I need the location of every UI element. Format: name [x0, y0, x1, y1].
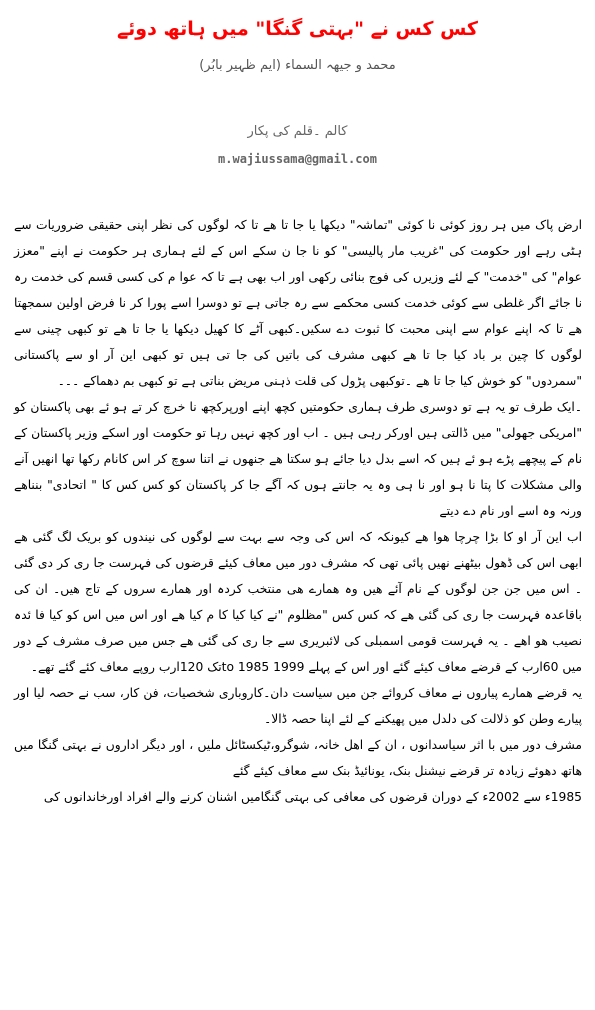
paragraph: اب این آر او کا بڑا چرچا ھوا ھے کیونکہ کہ اس کی وجہ سے بہت سے لوگوں کی نیندوں کو بریک لگ گئی ھے ابھی اس کی ڈھول بیٹھنے نھیں پائی تھی کہ مشرف دور میں معاف کیئے قرضوں کی فہرست جا ری کر دی گئی ۔ اس میں جن جن لوگوں کے نام آئے ھیں وہ ھمارے ھی منتخب کردہ اور ھمارے سروں کے تاج ھیں۔ ان کی باقاعدہ فہرست جا ری کی گئی ھے کہ کس کس "مظلوم "نے کیا کیا کا م کیا ھے اور اس میں اس کو کیا فا ئدہ نصیب ھو اھے ۔ یہ فہرست قومی اسمبلی کی لائبریری سے جا ری کی گئی ھے جس میں صرف مشرف کے دور میں 60ارب کے قرضے معاف کیئے گئے اور اس کے پہلے 1999 to 1985تک 120ارب روپے معاف کئے گئے تھے۔	[14, 530, 582, 674]
paragraph: مشرف دور میں با اثر سیاسدانوں ، ان کے اھل خانہ، شوگرو،ٹیکسٹائل ملیں ، اور دیگر اداروں نے بہتی گنگا میں ھاتھ دھوئے زیادہ تر قرضے نیشنل بنک، یونائیڈ بنک سے معاف کیئے گئے	[14, 738, 582, 778]
author-byline: محمد و جیھہ السماء (ایم ظہیر بابُر)	[199, 58, 396, 73]
article-body	[14, 212, 582, 810]
author-email: m.wajiussama@gmail.com	[218, 152, 377, 166]
paragraph: 1985ء سے 2002ء کے دوران قرضوں کی معافی کی بہتی گنگامیں اشنان کرنے والے افراد اورخاندانوں کی	[43, 790, 582, 804]
article-title: کس کس نے "بہتی گنگا" میں ہاتھ دوئے	[117, 18, 478, 40]
paragraph: ۔ایک طرف تو یہ ہے تو دوسری طرف ہماری حکومتیں کچھ اپنے اورپرکچھ نا خرچ کر تے ہو ئے بھی پاکستان کو "امریکی جھولی" میں ڈالتی ہیں اورکر رہی ہیں ۔ اب اور کچھ نہیں رہا تو حکومت اور اسکے وزیر پاکستان کے نام کے پیچھے پڑے ہو ئے ہیں کہ اسے بدل دیا جائے ہو سکتا ھے جنھوں نے اتنا سوچ کر اس کانام رکھا تھا انھیں آنے والی مشکلات کا پتا نا ہو اور نا ہی وہ یہ جانتے ہوں کہ آگے جا کر پاکستان کو کس کس کا " اتحادی" بنناھے ورنہ وہ اسے اور نام دے دیتے	[14, 400, 582, 518]
column-name: کالم ۔قلم کی پکار	[247, 124, 348, 139]
paragraph: یہ قرضے ھمارے پیاروں نے معاف کروائے جن میں سیاست دان۔کاروباری شخصیات، فن کار، سب نے حصہ لیا اور پیارے وطن کو ذلالت کی دلدل میں پھیکنے کے لئے اپنا حصہ ڈالا۔	[14, 686, 582, 726]
paragraph: ارض پاک میں ہر روز کوئی نا کوئی "تماشہ" دیکھا یا جا تا ھے تا کہ لوگوں کی نظر اپنی حقیقی ضروریات سے ہٹی رہے اور حکومت کی "غریب مار پالیسی" کو نا جا ن سکے اس کے لئے ہماری ہر حکومت نے اپنے "معزز عوام" کی "خدمت" کے لئے وزیرں کی فوج بنائی رکھی اور اب بھی ہے تا کہ عوا م کی کسی قسم کی خدمت رہ نا جائے اگر غلطی سے کوئی خدمت کسی محکمے سے رہ جاتی ہے تو دوسرا اسے پورا کر نا فرض اولین سمجھتا ھے تا کہ اپنے عوام سے اپنی محبت کا ثبوت دے سکیں۔کبھی آٹے کا کھیل دیکھا یا جا تا ھے تو کبھی چینی سے لوگوں کا چین بر باد کیا جا تا ھے کبھی مشرف کی باتیں کی جا تی ہیں تو کبھی این آر او سے پاکستانی "سمردوں" کو خوش کیا جا تا ھے ۔توکبھی پڑول کی قلت ذہنی مریض بناتی ہے تو کبھی بم دھماکے ۔۔۔	[14, 218, 582, 388]
